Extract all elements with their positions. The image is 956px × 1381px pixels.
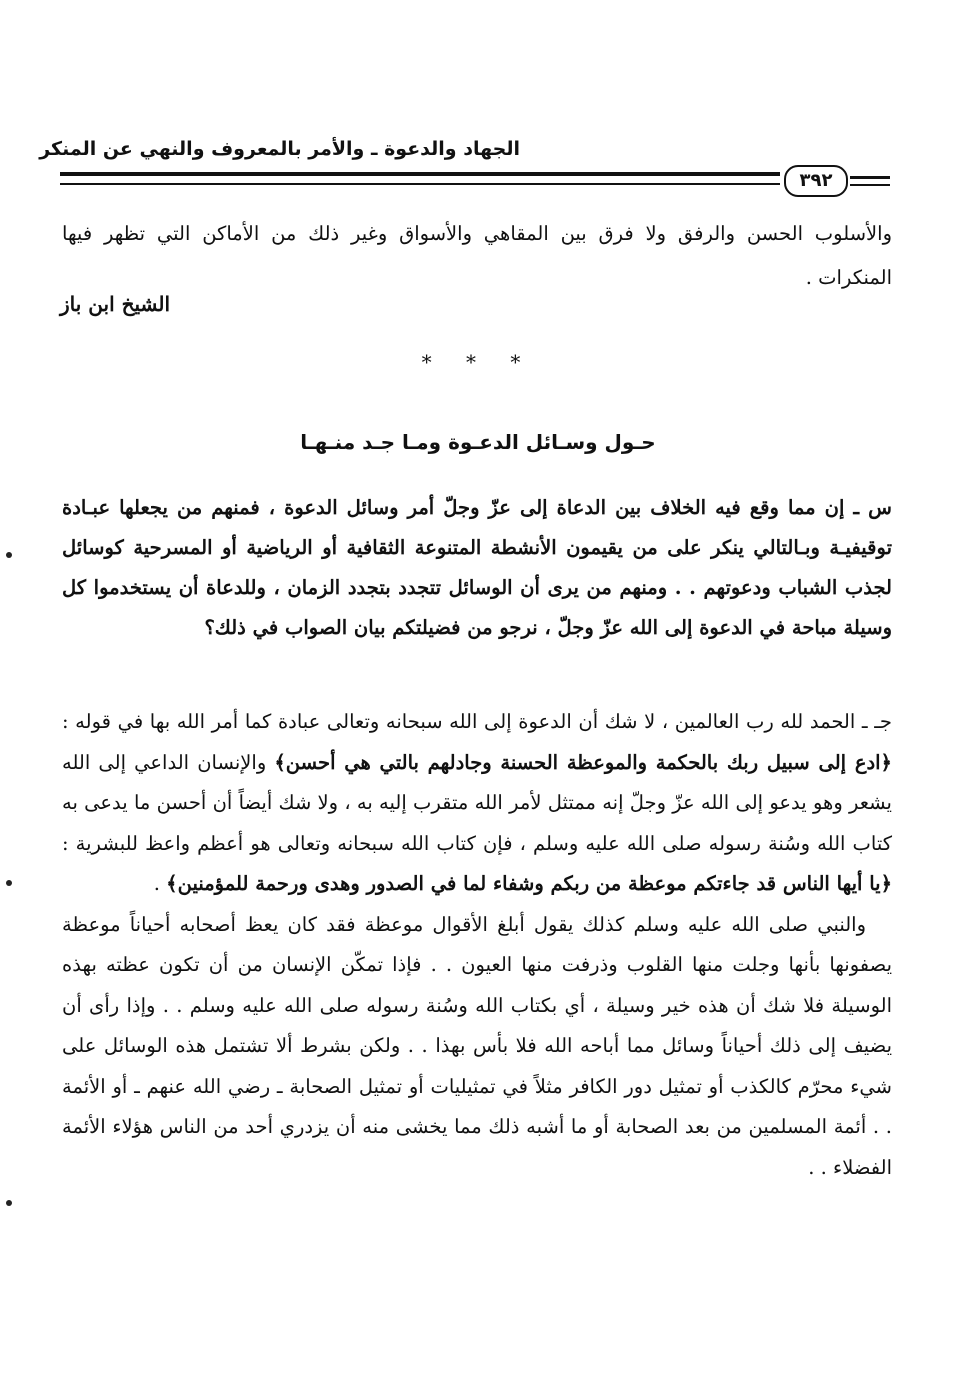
margin-mark — [6, 880, 12, 886]
answer-paragraph-1 — [62, 702, 892, 905]
page-number: ٣٩٢ — [784, 165, 848, 197]
quran-quote-2: ﴿يا أيها الناس قد جاءتكم موعظة من ربكم وشفاء لما في الصدور وهدى ورحمة للمؤمنين﴾ — [166, 872, 892, 895]
intro-line: والأسلوب الحسن والرفق ولا فرق بين المقاهي والأسواق وغير ذلك من الأماكن التي تظهر فيها المنكرات . — [62, 222, 892, 289]
header-rule-thin — [60, 183, 780, 185]
signoff: الشيخ ابن باز — [60, 292, 171, 316]
header-rule-short — [850, 176, 890, 179]
question-text: س ـ إن مما وقع فيه الخلاف بين الدعاة إلى عزّ وجلّ أمر وسائل الدعوة ، فمنهم من يجعلها عبـادة توقيفيـة وبـالتالي ينكر على من يقيمون الأنشطة المتنوعة الثقافية أو الرياضية أو المسرحية كوسائل لجذب الشباب ودعوتهم . . ومنهم من يرى أن الوسائل تتجدد بتجدد الزمان ، وللدعاة أن يستخدموا كل وسيلة مباحة في الدعوة إلى الله عزّ وجلّ ، نرجو من فضيلتكم بيان الصواب في ذلك؟ — [62, 496, 892, 639]
margin-mark — [6, 1200, 12, 1206]
answer-p1-end: . — [153, 872, 167, 895]
answer-body — [62, 702, 892, 1188]
quran-quote-1: ﴿ادع إلى سبيل ربك بالحكمة والموعظة الحسنة وجادلهم بالتي هي أحسن﴾ — [274, 750, 892, 774]
intro-paragraph — [62, 212, 892, 300]
separator-stars: * * * — [421, 350, 535, 374]
header-rule-thick — [60, 172, 780, 176]
header-rule-short-2 — [850, 184, 890, 186]
question-paragraph — [62, 488, 892, 648]
margin-mark — [6, 552, 12, 558]
section-title: حـول وسـائل الدعـوة ومـا جـد منـهـا — [300, 430, 656, 454]
answer-intro: جـ ـ الحمد لله رب العالمين ، لا شك أن الدعوة إلى الله سبحانه وتعالى عبادة كما أمر الله بها في قوله : — [62, 710, 892, 733]
answer-paragraph-2: والنبي صلى الله عليه وسلم كذلك يقول أبلغ الأقوال موعظة فقد كان يعظ أصحابه أحياناً موعظة يصفونها بأنها وجلت منها القلوب وذرفت منها العيون . . فإذا تمكّن الإنسان من أن تكون عظته بهذه الوسيلة فلا شك أن هذه خير وسيلة ، أي بكتاب الله وسُنة رسوله صلى الله عليه وسلم . . وإذا رأى أن يضيف إلى ذلك أحياناً وسائل مما أباحه الله فلا بأس بهذا . . ولكن بشرط ألا تشتمل هذه الوسائل على شيء محرّم كالكذب أو تمثيل دور الكافر مثلاً في تمثيليات أو تمثيل الصحابة ـ رضي الله عنهم ـ أو الأئمة . . أئمة المسلمين من بعد الصحابة أو ما أشبه ذلك مما يخشى منه أن يزدري أحد من الناس هؤلاء الأئمة الفضلاء . . — [62, 912, 892, 1179]
running-title: الجهاد والدعوة ـ والأمر بالمعروف والنهي عن المنكر — [39, 138, 520, 160]
answer-middle: والإنسان الداعي إلى الله يشعر وهو يدعو إلى الله عزّ وجلّ إنه ممتثل لأمر الله متقرب إليه به ، ولا شك أيضاً أن أحسن ما يدعى به كتاب الله وسُنة رسوله صلى الله عليه وسلم ، فإن كتاب الله سبحانه وتعالى هو أعظم واعظ للبشرية : — [62, 750, 892, 855]
